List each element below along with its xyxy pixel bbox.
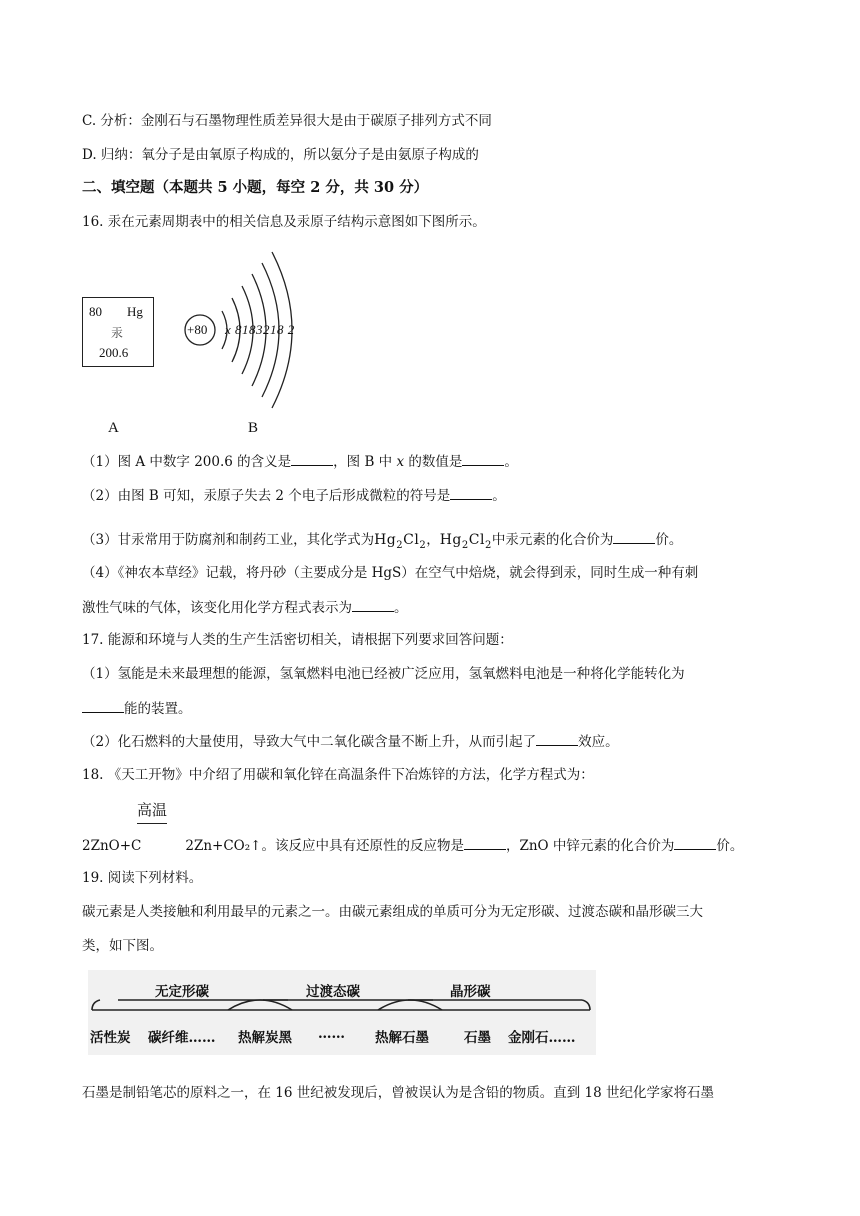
question-16-3: [82, 529, 682, 556]
q16-1-text: 的数值是: [408, 454, 463, 470]
equation-reactants: 2ZnO+C: [82, 838, 142, 854]
question-16-4: （4）《神农本草经》记载，将丹砂（主要成分是 HgS）在空气中焙烧，就会得到汞，同时生成一种有刺: [82, 565, 699, 581]
bracket-end: [92, 1000, 100, 1010]
item-pyrolytic-carbon-black: 热解炭黑: [238, 1030, 292, 1046]
question-17-1-cont: [82, 698, 192, 719]
electron-shells: x 8183218 2: [225, 322, 295, 337]
question-17: 17. 能源和环境与人类的生产生活密切相关，请根据下列要求回答问题：: [82, 632, 513, 648]
q17-2-text: （2）化石燃料的大量使用，导致大气中二氧化碳含量不断上升，从而引起了: [82, 734, 537, 750]
q16-2-text: 。: [492, 488, 506, 504]
q16-1-text: ，图 B 中: [333, 454, 393, 470]
bracket-end: [582, 1000, 590, 1010]
question-18-equation: [82, 835, 743, 856]
question-17-2: [82, 731, 619, 752]
q19-paragraph-1: 碳元素是人类接触和利用最早的元素之一。由碳元素组成的单质可分为无定形碳、过渡态碳和晶形碳三大: [82, 904, 703, 920]
question-17-1: （1）氢能是未来最理想的能源，氢氧燃料电池已经被广泛应用，氢氧燃料电池是一种将化学能转化为: [82, 666, 685, 682]
q16-4-text: 激性气味的气体，该变化用化学方程式表示为: [82, 600, 352, 616]
q16-3-text: （3）甘汞常用于防腐剂和制药工业，其化学式为: [82, 532, 375, 548]
item-pyrolytic-graphite: 热解石墨: [375, 1030, 429, 1046]
q16-1-text: 。: [504, 454, 518, 470]
q16-4-text: 。: [394, 600, 408, 616]
q18-text: 价。: [716, 838, 744, 854]
formula-hg2cl2: $Hg_2Cl_2$: [374, 532, 427, 551]
answer-blank[interactable]: [291, 451, 333, 466]
answer-blank[interactable]: [450, 485, 492, 500]
question-19: 19. 阅读下列材料。: [82, 870, 203, 886]
section-heading: 二、填空题（本题共 5 小题，每空 2 分，共 30 分）: [82, 179, 429, 196]
question-16: 16. 汞在元素周期表中的相关信息及汞原子结构示意图如下图所示。: [82, 214, 486, 230]
q18-text: ，ZnO 中锌元素的化合价为: [505, 838, 675, 854]
formula-hg2cl2: $Hg_2Cl_2$: [439, 532, 492, 551]
element-symbol: Hg: [127, 304, 143, 319]
q16-3-text: ，: [426, 532, 440, 548]
question-16-1: [82, 451, 518, 472]
overlap-arc: [228, 1000, 292, 1010]
option-d: D. 归纳：氧分子是由氧原子构成的，所以氨分子是由氨原子构成的: [82, 147, 479, 163]
item-diamond: 金刚石……: [508, 1030, 576, 1046]
answer-blank[interactable]: [352, 597, 394, 612]
q16-1-text: （1）图 A 中数字 200.6 的含义是: [82, 454, 292, 470]
answer-blank[interactable]: [82, 698, 124, 713]
item-activated-carbon: 活性炭: [90, 1030, 131, 1046]
option-c: C. 分析：金刚石与石墨物理性质差异很大是由于碳原子排列方式不同: [82, 113, 492, 129]
answer-blank[interactable]: [613, 529, 655, 544]
question-16-2: [82, 485, 506, 506]
q18-text: 。该反应中具有还原性的反应物是: [261, 838, 464, 854]
q16-3-text: 价。: [655, 532, 683, 548]
item-carbon-fiber: 碳纤维……: [148, 1030, 216, 1046]
carbon-classification-diagram: [88, 970, 596, 1055]
figure-a-label: A: [108, 420, 119, 436]
answer-blank[interactable]: [536, 731, 578, 746]
question-16-4-cont: [82, 597, 408, 618]
equation-products: 2Zn+CO₂↑: [185, 838, 262, 854]
reaction-condition: 高温: [137, 801, 168, 819]
answer-blank[interactable]: [462, 451, 504, 466]
element-card-mercury: [82, 297, 154, 367]
figure-b-label: B: [248, 420, 259, 436]
atomic-number: 80: [89, 304, 102, 319]
group-transition: 过渡态碳: [306, 984, 360, 1000]
q19-paragraph-1-cont: 类，如下图。: [82, 938, 163, 954]
variable-x: x: [396, 454, 405, 470]
q19-paragraph-2: 石墨是制铅笔芯的原料之一，在 16 世纪被发现后，曾被误认为是含铅的物质。直到 18 世纪化学家将石墨: [82, 1085, 715, 1101]
group-crystalline: 晶形碳: [450, 984, 491, 1000]
element-name: 汞: [111, 326, 124, 340]
q17-1-text: 能的装置。: [124, 701, 192, 717]
q16-3-text: 中汞元素的化合价为: [491, 532, 614, 548]
item-graphite: 石墨: [464, 1030, 491, 1046]
q16-2-text: （2）由图 B 可知，汞原子失去 2 个电子后形成微粒的符号是: [82, 488, 451, 504]
overlap-arc: [378, 1000, 442, 1010]
answer-blank[interactable]: [464, 835, 506, 850]
atomic-mass: 200.6: [99, 345, 129, 360]
nucleus-charge: +80: [187, 322, 208, 337]
question-18: 18. 《天工开物》中介绍了用碳和氧化锌在高温条件下冶炼锌的方法，化学方程式为：: [82, 767, 594, 783]
item-ellipsis: ……: [318, 1026, 345, 1042]
answer-blank[interactable]: [674, 835, 716, 850]
group-amorphous: 无定形碳: [155, 984, 209, 1000]
q17-2-text: 效应。: [578, 734, 619, 750]
